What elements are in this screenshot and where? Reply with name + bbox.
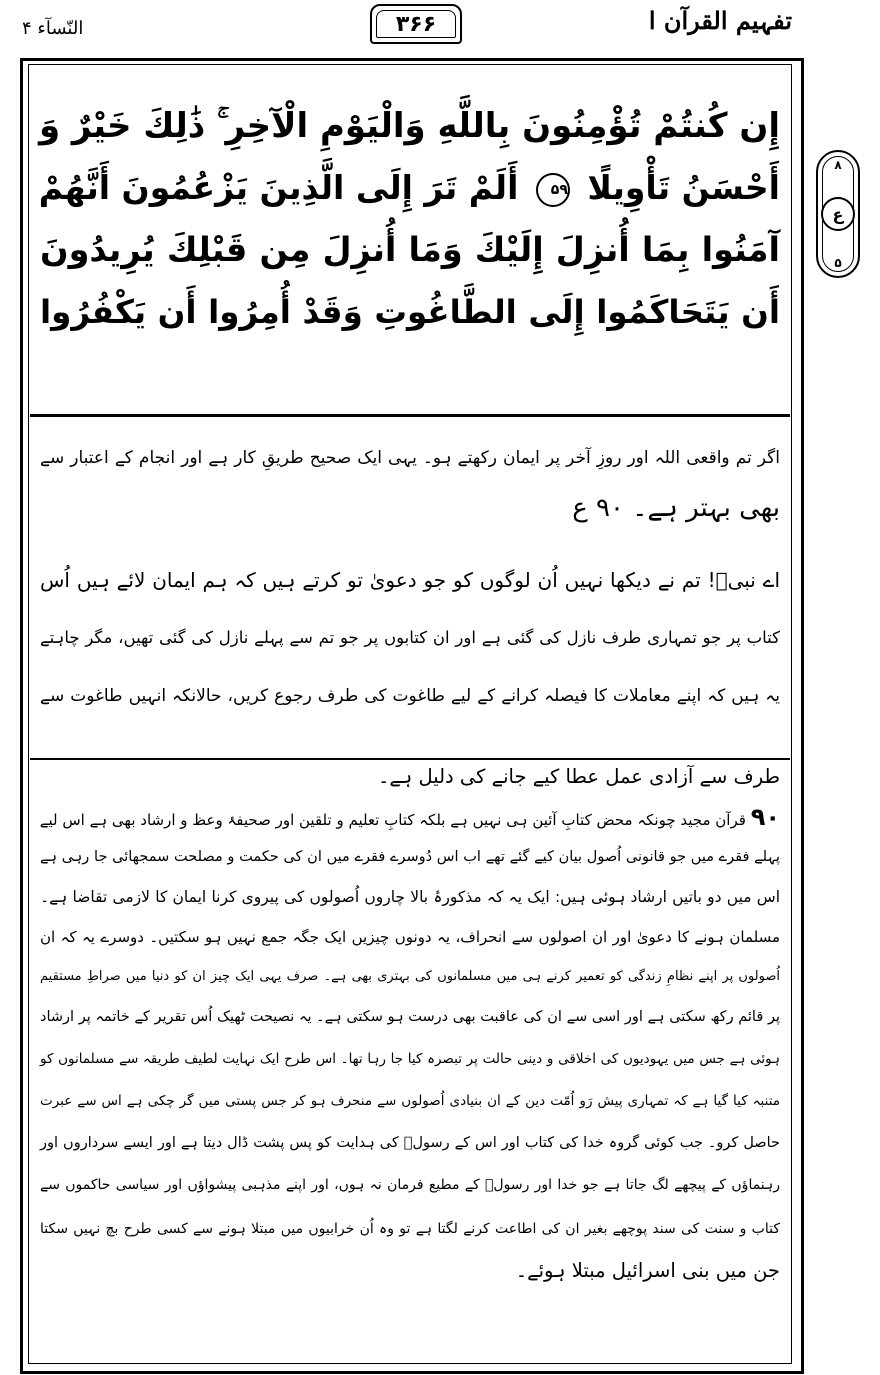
surah-name: النّسآء ۴ bbox=[22, 18, 84, 39]
arabic-line-2a: أَحْسَنُ تَأْوِيلًا bbox=[587, 168, 780, 207]
ruku-bottom-number: ۵ bbox=[834, 256, 842, 270]
translation-line: اگر تم واقعی اللہ اور روزِ آخر پر ایمان رکھتے ہو۔ یہی ایک صحیح طریقِ کار ہے اور انجام کے اعتبار سے bbox=[40, 448, 780, 468]
footnote-line: متنبہ کیا گیا ہے کہ تمہاری پیش رَو اُمّت دین کے ان بنیادی اُصولوں سے منحرف ہو کر جس پستی میں گر چکی ہے اس سے عبرت bbox=[40, 1093, 780, 1109]
footnote-line: ہوئی ہے جس میں یہودیوں کی اخلاقی و دینی حالت پر تبصرہ کیا جا رہا تھا۔ اس طرح ایک نہایت لطیف طریقہ سے مسلمانوں کو bbox=[40, 1051, 780, 1067]
translation-line: اے نبیؐ! تم نے دیکھا نہیں اُن لوگوں کو جو دعویٰ تو کرتے ہیں کہ ہم ایمان لائے ہیں اُس bbox=[40, 568, 780, 592]
arabic-line-4: أَن يَتَحَاكَمُوا إِلَى الطَّاغُوتِ وَقَدْ أُمِرُوا أَن يَكْفُرُوا bbox=[40, 293, 780, 331]
ayah-number-icon: ۵۹ bbox=[536, 173, 570, 207]
page-number: ۳۶۶ bbox=[370, 4, 462, 44]
footnote-line bbox=[40, 802, 780, 835]
footnote-line: رہنماؤں کے پیچھے لگ جاتا ہے جو خدا اور رسولؐ کے مطیع فرمان نہ ہوں، اور اپنے مذہبی پیشواؤں اور سیاسی حاکموں سے bbox=[40, 1177, 780, 1193]
arabic-line-1: إِن كُنتُمْ تُؤْمِنُونَ بِاللَّهِ وَالْيَوْمِ الْآخِرِ ۚ ذَٰلِكَ خَيْرٌ وَ bbox=[38, 106, 780, 146]
translation-line: کتاب پر جو تمہاری طرف نازل کی گئی ہے اور ان کتابوں پر جو تم سے پہلے نازل کی گئی تھیں، مگر چاہتے bbox=[40, 628, 780, 647]
ruku-marker bbox=[812, 150, 864, 290]
arabic-line-3: آمَنُوا بِمَا أُنزِلَ إِلَيْكَ وَمَا أُنزِلَ مِن قَبْلِكَ يُرِيدُونَ bbox=[40, 230, 780, 269]
footnote-line: اس میں دو باتیں ارشاد ہوئی ہیں: ایک یہ کہ مذکورۂ بالا چاروں اُصولوں کی پیروی کرنا ایمان کا لازمی تقاضا ہے۔ bbox=[40, 888, 780, 906]
footnote-line-text: قرآن مجید چونکہ محض کتابِ آئین ہی نہیں ہے بلکہ کتابِ تعلیم و تلقین اور صحیفۂ وعظ و ارشاد بھی ہے اس لیے bbox=[39, 811, 746, 829]
ruku-symbol: ع bbox=[821, 197, 855, 231]
ruku-ornament-icon bbox=[816, 150, 860, 278]
ruku-top-number: ۸ bbox=[834, 158, 842, 172]
footnote-number: ۹۰ bbox=[750, 803, 780, 831]
footnote-line: جن میں بنی اسرائیل مبتلا ہوئے۔ bbox=[515, 1259, 780, 1282]
arabic-verse-block bbox=[40, 96, 780, 406]
footnote-line: اُصولوں پر اپنے نظامِ زندگی کو تعمیر کرنے ہی میں مسلمانوں کی بہتری بھی ہے۔ صرف یہی ایک چیز ان کو دنیا میں صراطِ مستقیم bbox=[40, 969, 780, 984]
translation-line: بھی بہتر ہے۔ ۹۰ ع bbox=[572, 493, 780, 523]
footnote-line: پہلے فقرے میں جو قانونی اُصول بیان کیے گئے تھے اب اس دُوسرے فقرے میں ان کی حکمت و مصلحت سمجھائی جا رہی ہے bbox=[40, 849, 780, 865]
footnote-line: کتاب و سنت کی سند پوچھے بغیر ان کی اطاعت کرنے لگتا ہے تو وہ اُن خرابیوں میں مبتلا ہونے سے کسی طرح بچ نہیں سکتا bbox=[40, 1221, 780, 1237]
footnote-line: پر قائم رکھ سکتی ہے اور اسی سے ان کی عاقبت بھی درست ہو سکتی ہے۔ یہ نصیحت ٹھیک اُس تقریر کے خاتمہ پر ارشاد bbox=[40, 1009, 780, 1025]
arabic-line-2b: أَلَمْ تَرَ إِلَى الَّذِينَ يَزْعُمُونَ أَنَّهُمْ bbox=[38, 168, 519, 207]
arabic-line-2 bbox=[40, 158, 780, 218]
footnote-line: حاصل کرو۔ جب کوئی گروہ خدا کی کتاب اور اس کے رسولؐ کی ہدایت کو پس پشت ڈال دیتا ہے اور ایسے سرداروں اور bbox=[40, 1135, 780, 1151]
footnote-line: طرف سے آزادی عمل عطا کیے جانے کی دلیل ہے۔ bbox=[377, 765, 780, 788]
verse-separator bbox=[30, 414, 790, 417]
footnote-line: مسلمان ہونے کا دعویٰ اور ان اصولوں سے انحراف، یہ دونوں چیزیں ایک جگہ جمع نہیں ہو سکتیں۔ دوسرے یہ کہ ان bbox=[40, 928, 780, 946]
book-title: تفہیم القرآن ا bbox=[648, 6, 792, 35]
footnote-separator bbox=[30, 758, 790, 760]
translation-line: یہ ہیں کہ اپنے معاملات کا فیصلہ کرانے کے لیے طاغوت کی طرف رجوع کریں، حالانکہ انہیں طاغوت سے bbox=[40, 686, 780, 706]
